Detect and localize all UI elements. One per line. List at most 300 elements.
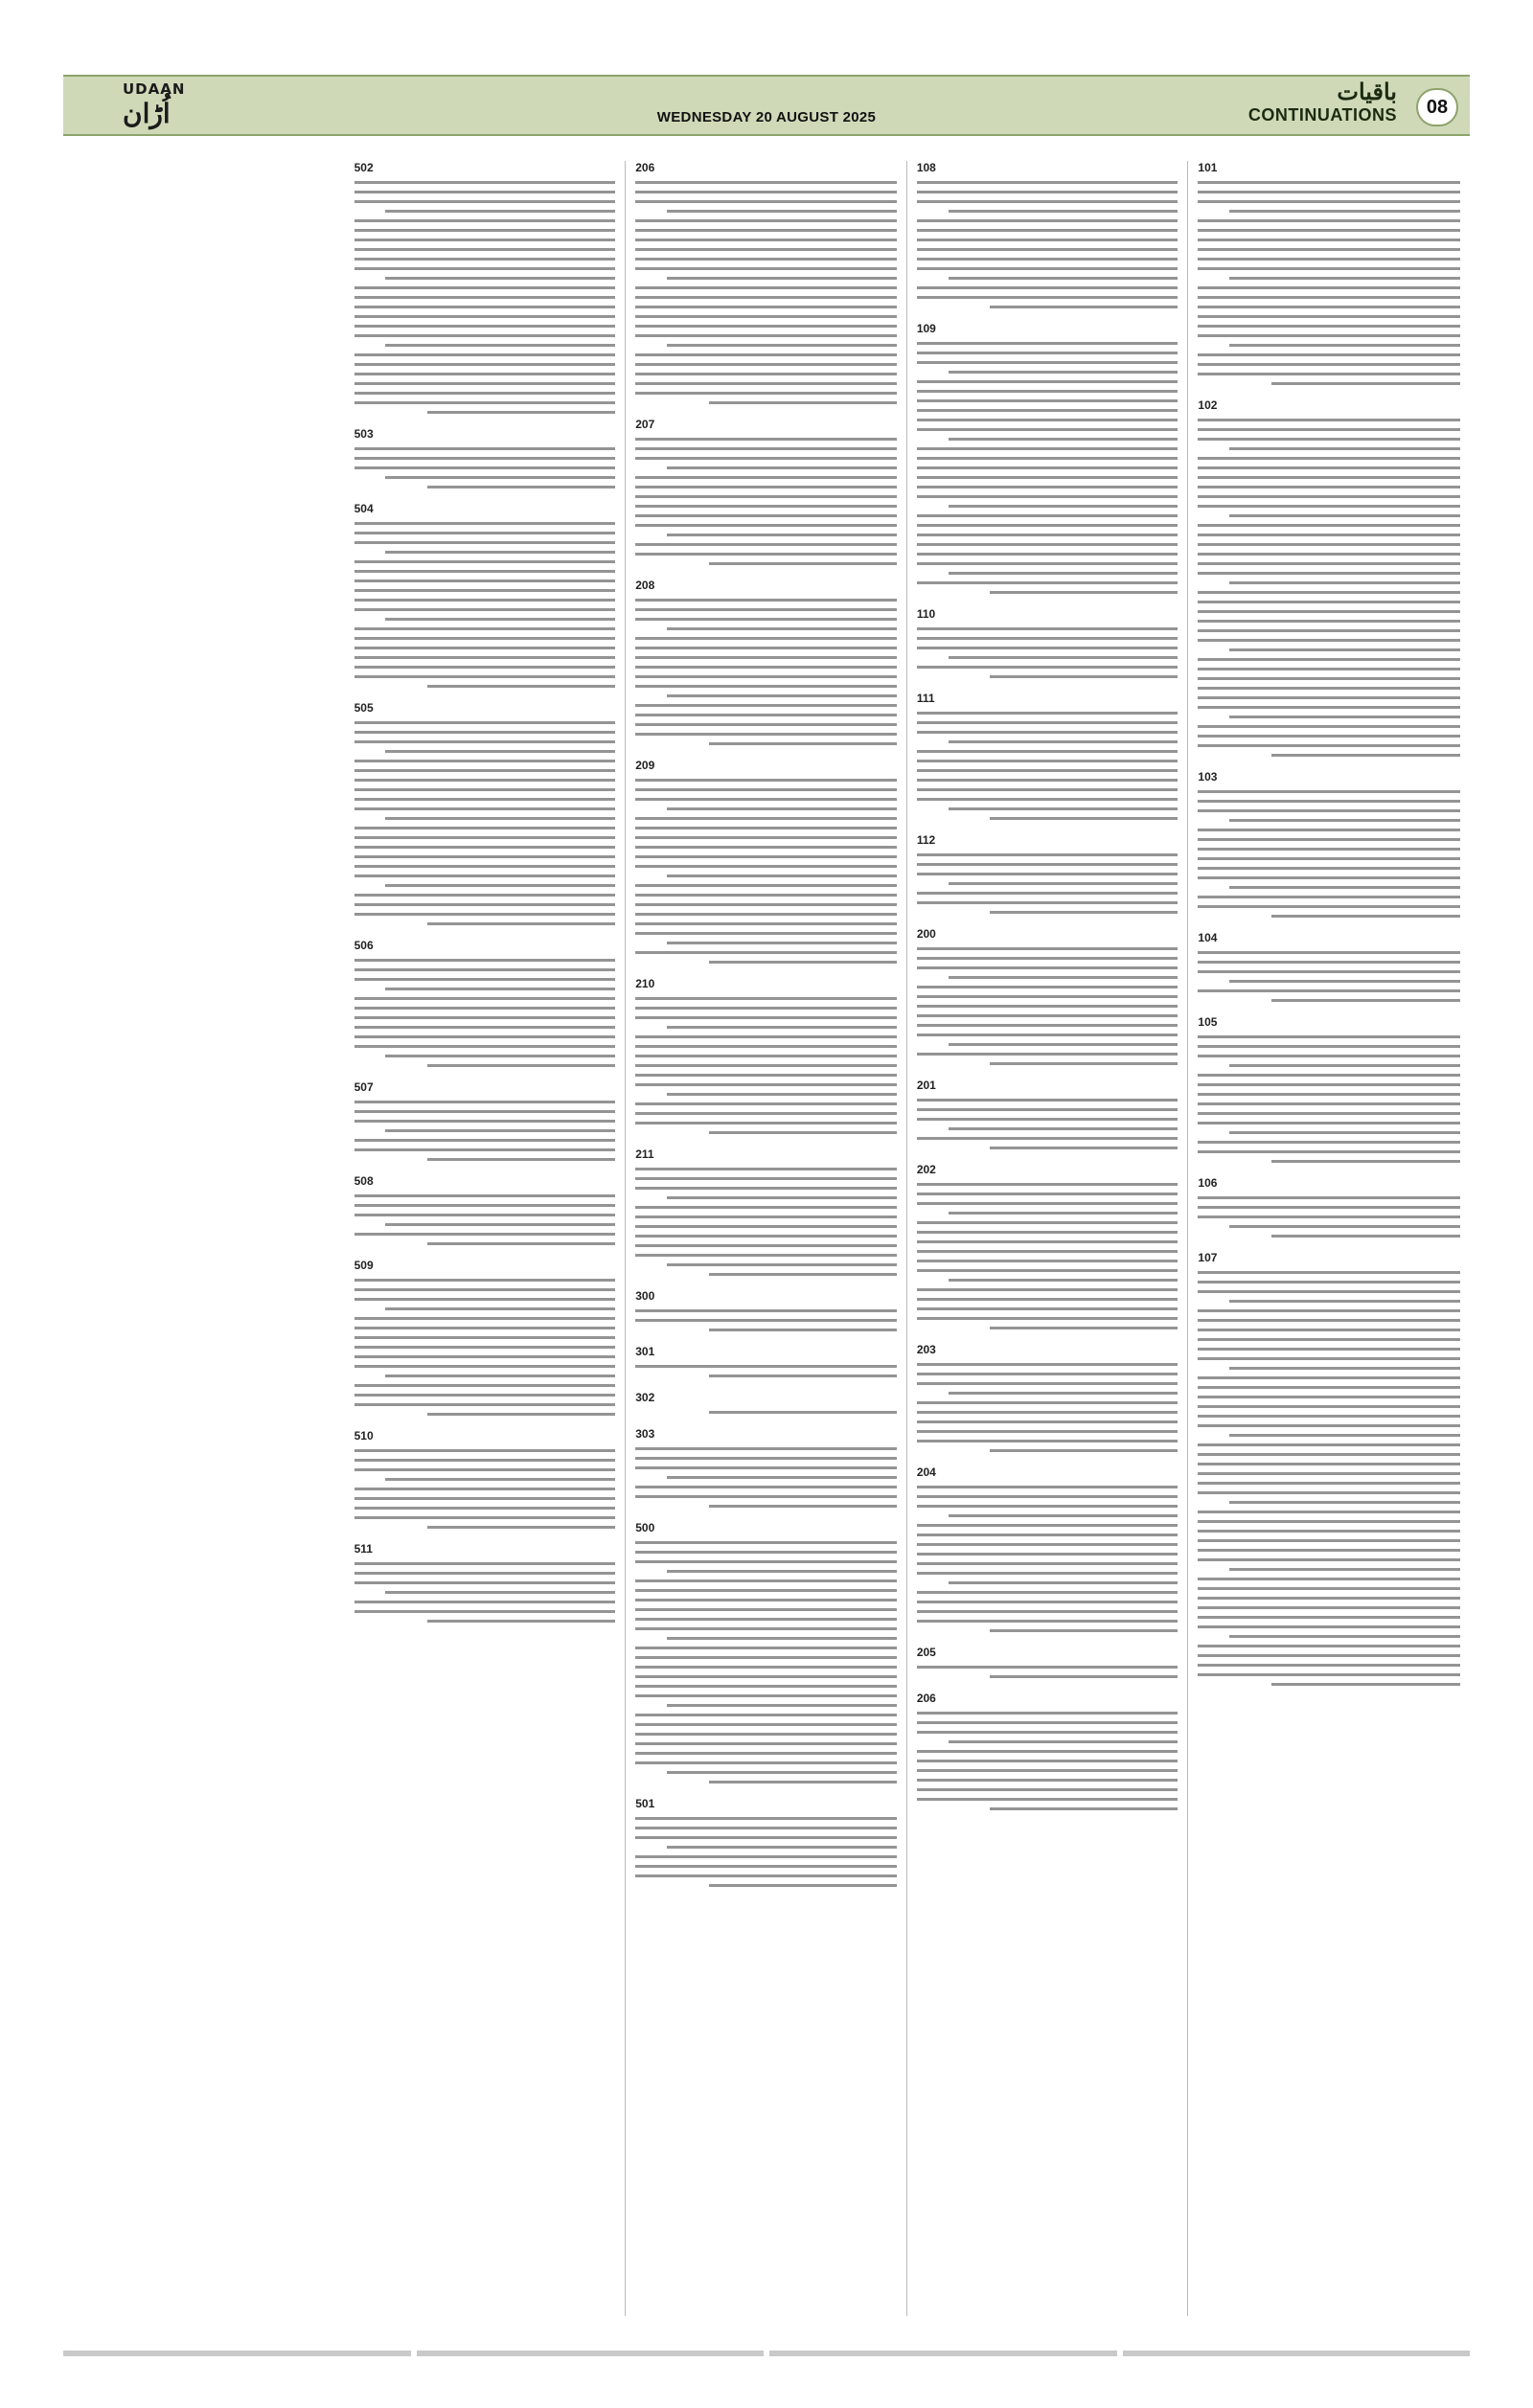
- continuation-story: [635, 1797, 897, 1887]
- text-line: [1198, 610, 1460, 613]
- text-line: [355, 1214, 616, 1216]
- text-line: [635, 647, 897, 649]
- continuation-story: [917, 161, 1178, 308]
- text-line: [917, 361, 1178, 364]
- text-line: [635, 258, 897, 261]
- text-line: [990, 817, 1178, 820]
- text-line: [917, 191, 1178, 193]
- text-line: [635, 1647, 897, 1649]
- text-line: [635, 1016, 897, 1019]
- text-line: [355, 363, 616, 366]
- text-line: [635, 353, 897, 356]
- text-line: [355, 827, 616, 829]
- text-line: [635, 1225, 897, 1228]
- text-line: [1198, 239, 1460, 241]
- text-line: [355, 1610, 616, 1613]
- text-line: [355, 760, 616, 762]
- text-line: [635, 1733, 897, 1736]
- text-line: [917, 1118, 1178, 1121]
- continuation-story: [1198, 1176, 1460, 1238]
- text-line: [635, 1817, 897, 1820]
- continuation-story: [1198, 161, 1460, 385]
- text-line: [1229, 447, 1460, 450]
- continuation-story: [917, 833, 1178, 914]
- text-line: [355, 798, 616, 801]
- text-line: [1198, 1673, 1460, 1676]
- text-line: [1198, 267, 1460, 270]
- text-line: [635, 894, 897, 897]
- text-line: [917, 627, 1178, 630]
- text-line: [635, 656, 897, 659]
- continuation-story: [355, 1174, 616, 1245]
- continuation-story: [917, 692, 1178, 820]
- text-line: [355, 191, 616, 193]
- text-line: [917, 1666, 1178, 1669]
- text-line: [917, 1420, 1178, 1423]
- text-line: [1198, 687, 1460, 690]
- text-line: [709, 961, 897, 964]
- text-line: [355, 258, 616, 261]
- text-line: [355, 846, 616, 849]
- story-number: 508: [354, 1174, 374, 1188]
- story-number: 506: [354, 939, 374, 952]
- text-line: [1198, 1093, 1460, 1096]
- text-line: [917, 200, 1178, 203]
- text-line: [1198, 620, 1460, 623]
- column-4: [345, 161, 627, 2316]
- text-line: [917, 666, 1178, 669]
- text-line: [635, 286, 897, 289]
- story-body-text: [355, 1194, 616, 1245]
- story-body-text: [635, 1411, 897, 1414]
- continuation-story: [1198, 1251, 1460, 1686]
- text-line: [635, 1215, 897, 1218]
- text-line: [709, 1411, 897, 1414]
- text-line: [1198, 951, 1460, 954]
- text-line: [355, 1581, 616, 1584]
- text-line: [949, 1514, 1178, 1517]
- text-line: [667, 277, 897, 280]
- text-line: [635, 1723, 897, 1726]
- story-number: 104: [1198, 931, 1218, 944]
- text-line: [990, 1147, 1178, 1149]
- text-line: [1198, 1309, 1460, 1312]
- text-line: [990, 675, 1178, 678]
- text-line: [1198, 553, 1460, 556]
- text-line: [355, 181, 616, 184]
- text-line: [635, 666, 897, 669]
- text-line: [635, 1761, 897, 1764]
- text-line: [355, 731, 616, 734]
- text-line: [635, 1714, 897, 1716]
- text-line: [1198, 735, 1460, 738]
- text-line: [917, 863, 1178, 866]
- text-line: [635, 608, 897, 611]
- text-line: [917, 760, 1178, 762]
- text-line: [1198, 677, 1460, 680]
- text-line: [917, 258, 1178, 261]
- text-line: [1198, 315, 1460, 318]
- text-line: [355, 1449, 616, 1452]
- text-line: [1198, 373, 1460, 375]
- text-line: [917, 1779, 1178, 1782]
- story-body-text: [917, 1486, 1178, 1632]
- text-line: [635, 723, 897, 726]
- text-line: [1198, 457, 1460, 460]
- text-line: [917, 966, 1178, 969]
- story-number: 112: [916, 833, 936, 847]
- continuation-story: [917, 1343, 1178, 1452]
- text-line: [1198, 591, 1460, 594]
- text-line: [949, 505, 1178, 508]
- text-line: [355, 836, 616, 839]
- text-line: [427, 486, 615, 488]
- text-line: [635, 543, 897, 546]
- text-line: [635, 476, 897, 479]
- text-line: [635, 1836, 897, 1839]
- text-line: [635, 1035, 897, 1038]
- text-line: [635, 1235, 897, 1238]
- text-line: [355, 1120, 616, 1123]
- text-line: [917, 1137, 1178, 1140]
- text-line: [635, 382, 897, 385]
- text-line: [917, 229, 1178, 232]
- text-line: [917, 1721, 1178, 1724]
- text-line: [1198, 1376, 1460, 1379]
- column-3: [626, 161, 907, 2316]
- text-line: [990, 591, 1178, 594]
- story-number: 209: [635, 759, 655, 772]
- story-body-text: [917, 181, 1178, 308]
- story-number: 503: [354, 427, 374, 441]
- masthead: [63, 75, 1470, 136]
- continuation-story: [355, 1542, 616, 1623]
- text-line: [917, 534, 1178, 536]
- text-line: [917, 1798, 1178, 1801]
- text-line: [635, 779, 897, 782]
- text-line: [1198, 1386, 1460, 1389]
- text-line: [1198, 1587, 1460, 1590]
- text-line: [355, 1403, 616, 1406]
- text-line: [427, 1526, 615, 1529]
- story-body-text: [355, 1562, 616, 1623]
- text-line: [1198, 1472, 1460, 1475]
- story-body-text: [355, 522, 616, 688]
- text-line: [917, 1363, 1178, 1366]
- story-number: 300: [635, 1289, 655, 1303]
- text-line: [917, 409, 1178, 412]
- text-line: [1198, 1338, 1460, 1341]
- text-line: [949, 807, 1178, 810]
- story-number: 510: [354, 1429, 374, 1443]
- footer-rule-segment: [63, 2351, 411, 2356]
- continuation-story: [635, 1521, 897, 1783]
- text-line: [635, 219, 897, 222]
- text-line: [355, 1101, 616, 1103]
- text-line: [709, 1329, 897, 1331]
- text-line: [355, 457, 616, 460]
- story-body-text: [1198, 790, 1460, 918]
- story-body-text: [1198, 181, 1460, 385]
- story-number: 507: [354, 1080, 374, 1094]
- story-number: 509: [354, 1259, 374, 1272]
- text-line: [917, 248, 1178, 251]
- text-line: [355, 1016, 616, 1019]
- story-body-text: [635, 1365, 897, 1377]
- text-line: [1229, 210, 1460, 213]
- text-line: [667, 1637, 897, 1640]
- text-line: [385, 1307, 615, 1310]
- story-number: 201: [916, 1079, 936, 1092]
- text-line: [667, 344, 897, 347]
- text-line: [355, 997, 616, 1000]
- story-number: 108: [916, 161, 936, 174]
- text-line: [635, 1083, 897, 1086]
- text-line: [635, 1656, 897, 1659]
- text-line: [917, 1269, 1178, 1272]
- story-body-text: [917, 1666, 1178, 1678]
- text-line: [1198, 353, 1460, 356]
- text-line: [917, 1430, 1178, 1433]
- text-line: [667, 1093, 897, 1096]
- text-line: [635, 296, 897, 299]
- text-line: [355, 1204, 616, 1207]
- text-line: [917, 1005, 1178, 1008]
- story-number: 207: [635, 418, 655, 431]
- text-line: [355, 599, 616, 602]
- story-number: 301: [635, 1345, 655, 1358]
- text-line: [635, 788, 897, 791]
- text-line: [1198, 1396, 1460, 1398]
- text-line: [635, 1309, 897, 1312]
- text-line: [917, 1288, 1178, 1291]
- continuation-story: [355, 1259, 616, 1416]
- text-line: [917, 947, 1178, 950]
- text-line: [917, 1769, 1178, 1772]
- text-line: [635, 1177, 897, 1180]
- continuation-story: [635, 1345, 897, 1377]
- text-line: [1198, 1281, 1460, 1284]
- story-number: 105: [1198, 1015, 1218, 1029]
- text-line: [635, 827, 897, 829]
- text-line: [635, 373, 897, 375]
- text-line: [355, 913, 616, 916]
- story-number: 505: [354, 701, 374, 715]
- text-line: [667, 1846, 897, 1849]
- text-line: [1198, 1290, 1460, 1293]
- text-line: [949, 740, 1178, 743]
- story-body-text: [355, 447, 616, 488]
- text-line: [355, 334, 616, 337]
- text-line: [355, 807, 616, 810]
- story-body-text: [1198, 1035, 1460, 1163]
- text-line: [1198, 1055, 1460, 1057]
- text-line: [635, 1589, 897, 1592]
- text-line: [427, 411, 615, 414]
- text-line: [1198, 1539, 1460, 1542]
- text-line: [635, 1495, 897, 1498]
- text-line: [385, 1129, 615, 1132]
- text-line: [1198, 809, 1460, 812]
- text-line: [635, 514, 897, 517]
- text-line: [1229, 819, 1460, 822]
- text-line: [635, 181, 897, 184]
- story-body-text: [355, 1101, 616, 1161]
- text-line: [355, 637, 616, 640]
- text-line: [917, 296, 1178, 299]
- story-body-text: [917, 1183, 1178, 1329]
- text-line: [355, 1035, 616, 1038]
- story-body-text: [635, 1309, 897, 1331]
- continuation-story: [917, 1465, 1178, 1632]
- text-line: [1198, 1215, 1460, 1218]
- text-line: [355, 1110, 616, 1113]
- text-line: [917, 1240, 1178, 1243]
- text-line: [635, 1855, 897, 1858]
- text-line: [355, 740, 616, 743]
- text-line: [1198, 1415, 1460, 1418]
- text-line: [355, 200, 616, 203]
- text-line: [949, 1127, 1178, 1130]
- text-line: [1198, 1520, 1460, 1523]
- text-line: [917, 399, 1178, 402]
- column-1: [1188, 161, 1470, 2316]
- text-line: [917, 731, 1178, 734]
- text-line: [635, 239, 897, 241]
- text-line: [917, 1505, 1178, 1508]
- text-line: [1229, 277, 1460, 280]
- continuation-story: [355, 502, 616, 688]
- text-line: [917, 390, 1178, 393]
- story-number: 206: [635, 161, 655, 174]
- text-line: [917, 457, 1178, 460]
- text-line: [1198, 1558, 1460, 1561]
- text-line: [917, 1543, 1178, 1546]
- text-line: [667, 942, 897, 944]
- text-line: [1229, 344, 1460, 347]
- text-line: [949, 976, 1178, 979]
- text-line: [355, 968, 616, 971]
- text-line: [917, 788, 1178, 791]
- text-line: [1271, 1160, 1460, 1163]
- continuation-story: [917, 927, 1178, 1065]
- text-line: [427, 1413, 615, 1416]
- text-line: [917, 1572, 1178, 1575]
- text-line: [917, 1731, 1178, 1734]
- text-line: [667, 1771, 897, 1774]
- text-line: [1229, 980, 1460, 983]
- text-line: [1198, 1045, 1460, 1048]
- footer-rule-segment: [769, 2351, 1117, 2356]
- text-line: [635, 457, 897, 460]
- text-line: [917, 181, 1178, 184]
- continuation-story: [635, 579, 897, 745]
- text-line: [1198, 1597, 1460, 1600]
- text-line: [355, 1572, 616, 1575]
- text-line: [917, 1024, 1178, 1027]
- text-line: [1198, 800, 1460, 803]
- text-line: [635, 1074, 897, 1077]
- text-line: [917, 721, 1178, 724]
- text-line: [917, 1486, 1178, 1488]
- text-line: [1198, 1578, 1460, 1580]
- story-body-text: [355, 1279, 616, 1416]
- text-line: [990, 1675, 1178, 1678]
- issue-date: WEDNESDAY 20 AUGUST 2025: [656, 109, 877, 125]
- text-line: [635, 1666, 897, 1669]
- text-line: [949, 438, 1178, 441]
- text-line: [1198, 706, 1460, 709]
- text-line: [990, 1327, 1178, 1329]
- text-line: [635, 1319, 897, 1322]
- text-line: [635, 1045, 897, 1048]
- continuation-story: [917, 1163, 1178, 1329]
- story-number: 109: [916, 322, 936, 335]
- story-number: 205: [916, 1646, 936, 1659]
- text-line: [917, 1610, 1178, 1613]
- text-line: [355, 570, 616, 573]
- text-line: [355, 1459, 616, 1462]
- text-line: [917, 1260, 1178, 1262]
- text-line: [1198, 1206, 1460, 1209]
- section-title: [1248, 79, 1397, 125]
- text-line: [1198, 296, 1460, 299]
- text-line: [355, 1336, 616, 1339]
- story-number: 102: [1198, 398, 1218, 412]
- story-number: 511: [354, 1542, 373, 1556]
- text-line: [949, 1581, 1178, 1584]
- text-line: [635, 1244, 897, 1247]
- text-line: [635, 1560, 897, 1563]
- article-columns: [63, 161, 1470, 2316]
- continuation-story: [1198, 1015, 1460, 1163]
- text-line: [1198, 970, 1460, 973]
- text-line: [917, 892, 1178, 895]
- text-line: [635, 315, 897, 318]
- text-line: [635, 438, 897, 441]
- text-line: [1198, 1664, 1460, 1667]
- text-line: [635, 637, 897, 640]
- text-line: [1198, 1645, 1460, 1647]
- text-line: [1198, 1102, 1460, 1105]
- text-line: [385, 1591, 615, 1594]
- story-body-text: [917, 1363, 1178, 1452]
- text-line: [1198, 534, 1460, 536]
- text-line: [427, 1158, 615, 1161]
- text-line: [917, 1014, 1178, 1017]
- text-line: [355, 666, 616, 669]
- text-line: [385, 277, 615, 280]
- text-line: [355, 903, 616, 906]
- text-line: [1198, 438, 1460, 441]
- story-number: 206: [916, 1692, 936, 1705]
- text-line: [355, 855, 616, 858]
- text-line: [1229, 716, 1460, 718]
- text-line: [1198, 572, 1460, 575]
- text-line: [709, 742, 897, 745]
- footer-rule-segment: [1123, 2351, 1471, 2356]
- text-line: [917, 239, 1178, 241]
- text-line: [949, 1212, 1178, 1215]
- text-line: [709, 1884, 897, 1887]
- text-line: [667, 466, 897, 469]
- text-line: [1229, 1501, 1460, 1504]
- text-line: [1198, 505, 1460, 508]
- text-line: [1229, 581, 1460, 584]
- text-line: [355, 325, 616, 328]
- continuation-story: [355, 1429, 616, 1529]
- text-line: [635, 1466, 897, 1469]
